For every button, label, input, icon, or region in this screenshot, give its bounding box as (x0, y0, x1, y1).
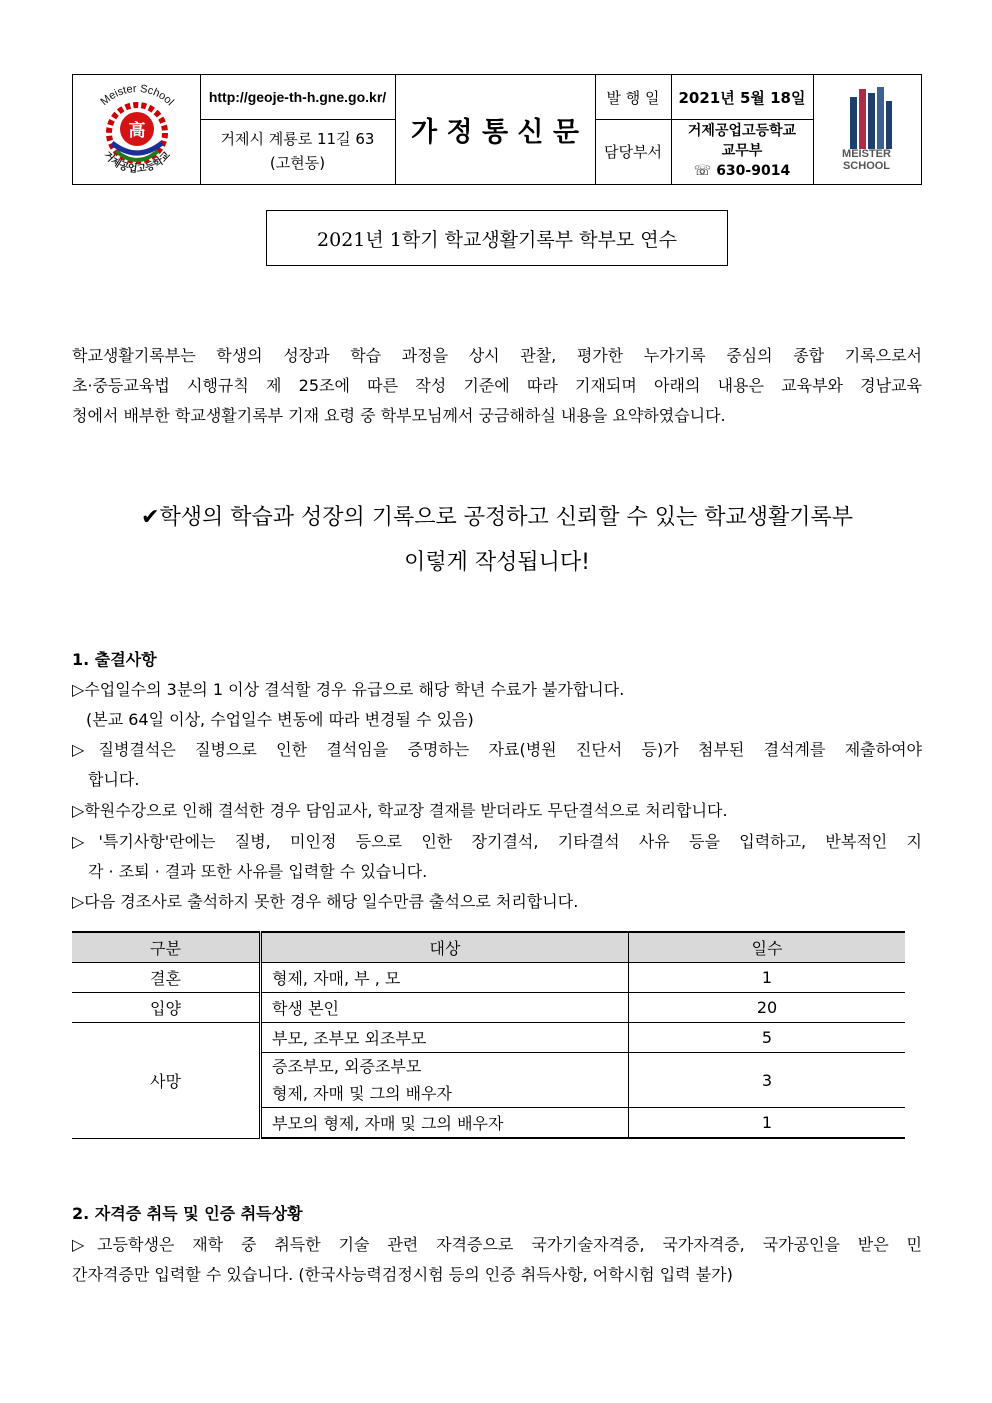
school-logo-left (73, 75, 200, 183)
newsletter-title: 가 정 통 신 문 (410, 116, 579, 148)
table-row (72, 963, 905, 993)
school-url[interactable]: http://geoje-th-h.gne.go.kr/ (208, 89, 387, 105)
section-1-line: ▷다음 경조사로 출석하지 못한 경우 해당 일수만큼 출석으로 처리합니다. (72, 892, 579, 911)
table-row (72, 1023, 905, 1053)
intro-line-1: 학교생활기록부는 학생의 성장과 학습 과정을 상시 관찰, 평가한 누가기록 중심의 종합 기록으로서 (72, 346, 922, 365)
cell-days: 20 (629, 993, 906, 1023)
issue-date-label: 발 행 일 (606, 88, 660, 107)
cell-days: 1 (629, 1108, 906, 1139)
issue-date: 2021년 5월 18일 (678, 88, 806, 107)
phone-icon: ☏ (693, 163, 712, 179)
dept-name: 교무부 (721, 143, 763, 159)
table-row (72, 993, 905, 1023)
cell-target-line: 증조부모, 외증조부모 (272, 1057, 422, 1076)
section-1-heading: 1. 출결사항 (72, 650, 157, 669)
cell-target (261, 1053, 629, 1108)
cell-days: 3 (629, 1053, 906, 1108)
cell-target: 부모, 조부모 외조부모 (261, 1023, 629, 1053)
logo-char: 高 (128, 121, 145, 141)
logo-school-name: 거제공업고등학교 (100, 149, 173, 176)
phone-number: 630-9014 (716, 163, 791, 179)
headline-line-1 (72, 500, 922, 531)
cell-days: 5 (629, 1023, 906, 1053)
school-logo-right (813, 75, 920, 183)
cell-days: 1 (629, 963, 906, 993)
address-line-2: (고현동) (269, 154, 326, 172)
logo-right-line2: SCHOOL (842, 159, 891, 172)
cell-target: 부모의 형제, 자매 및 그의 배우자 (261, 1108, 629, 1139)
section-2-line: ▷고등학생은 재학 중 취득한 기술 관련 자격증으로 국가기술자격증, 국가자격증, 국가공인을 받은 민 (72, 1235, 922, 1254)
logo-arc-text: Meister School (97, 82, 176, 109)
intro-line-3: 청에서 배부한 학교생활기록부 기재 요령 중 학부모님께서 궁금해하실 내용을 요약하였습니다. (72, 406, 726, 425)
section-1-line: ▷학원수강으로 인해 결석한 경우 담임교사, 학교장 결재를 받더라도 무단결석으로 처리합니다. (72, 801, 728, 820)
section-1-line: 합니다. (88, 770, 140, 789)
headline-text-1: 학생의 학습과 성장의 기록으로 공정하고 신뢰할 수 있는 학교생활기록부 (159, 505, 853, 530)
logo-right-line1: MEISTER (842, 147, 891, 160)
col-header-category: 구분 (72, 932, 261, 963)
table-header-row (72, 932, 905, 963)
section-1-line: 각 · 조퇴 · 결과 또한 사유를 입력할 수 있습니다. (88, 862, 428, 881)
section-1-line: ▷수업일수의 3분의 1 이상 결석할 경우 유급으로 해당 학년 수료가 불가합니다. (72, 680, 625, 699)
absence-days-table (72, 931, 905, 1139)
section-2-line: 간자격증만 입력할 수 있습니다. (한국사능력검정시험 등의 인증 취득사항, 어학시험 입력 불가) (72, 1265, 733, 1284)
newsletter-header (72, 74, 922, 185)
cell-target: 학생 본인 (261, 993, 629, 1023)
cell-category: 입양 (72, 993, 261, 1023)
section-1-line: ▷'특기사항'란에는 질병, 미인정 등으로 인한 장기결석, 기타결석 사유 등을 입력하고, 반복적인 지 (72, 832, 922, 851)
dept-label: 담당부서 (604, 142, 662, 161)
section-1-line: (본교 64일 이상, 수업일수 변동에 따라 변경될 수 있음) (86, 710, 474, 729)
check-icon: ✔ (141, 505, 160, 530)
cell-target-line: 형제, 자매 및 그의 배우자 (272, 1084, 452, 1103)
col-header-days: 일수 (629, 932, 906, 963)
address-line-1: 거제시 계룡로 11길 63 (220, 130, 375, 148)
cell-target: 형제, 자매, 부 , 모 (261, 963, 629, 993)
cell-category: 사망 (72, 1023, 261, 1139)
cell-category: 결혼 (72, 963, 261, 993)
section-2-heading: 2. 자격증 취득 및 인증 취득상황 (72, 1204, 303, 1223)
dept-phone (694, 161, 790, 181)
headline-line-2: 이렇게 작성됩니다! (404, 550, 590, 575)
school-address (200, 119, 395, 183)
meister-logo-icon (832, 87, 902, 149)
col-header-target: 대상 (261, 932, 629, 963)
dept-info (671, 119, 813, 183)
document-title: 2021년 1학기 학교생활기록부 학부모 연수 (266, 210, 728, 266)
dept-school: 거제공업고등학교 (687, 123, 797, 139)
section-1-line: ▷질병결석은 질병으로 인한 결석임을 증명하는 자료(병원 진단서 등)가 첨부된 결석계를 제출하여야 (72, 740, 922, 759)
intro-line-2: 초·중등교육법 시행규칙 제 25조에 따른 작성 기준에 따라 기재되며 아래의 내용은 교육부와 경남교육 (72, 376, 922, 395)
